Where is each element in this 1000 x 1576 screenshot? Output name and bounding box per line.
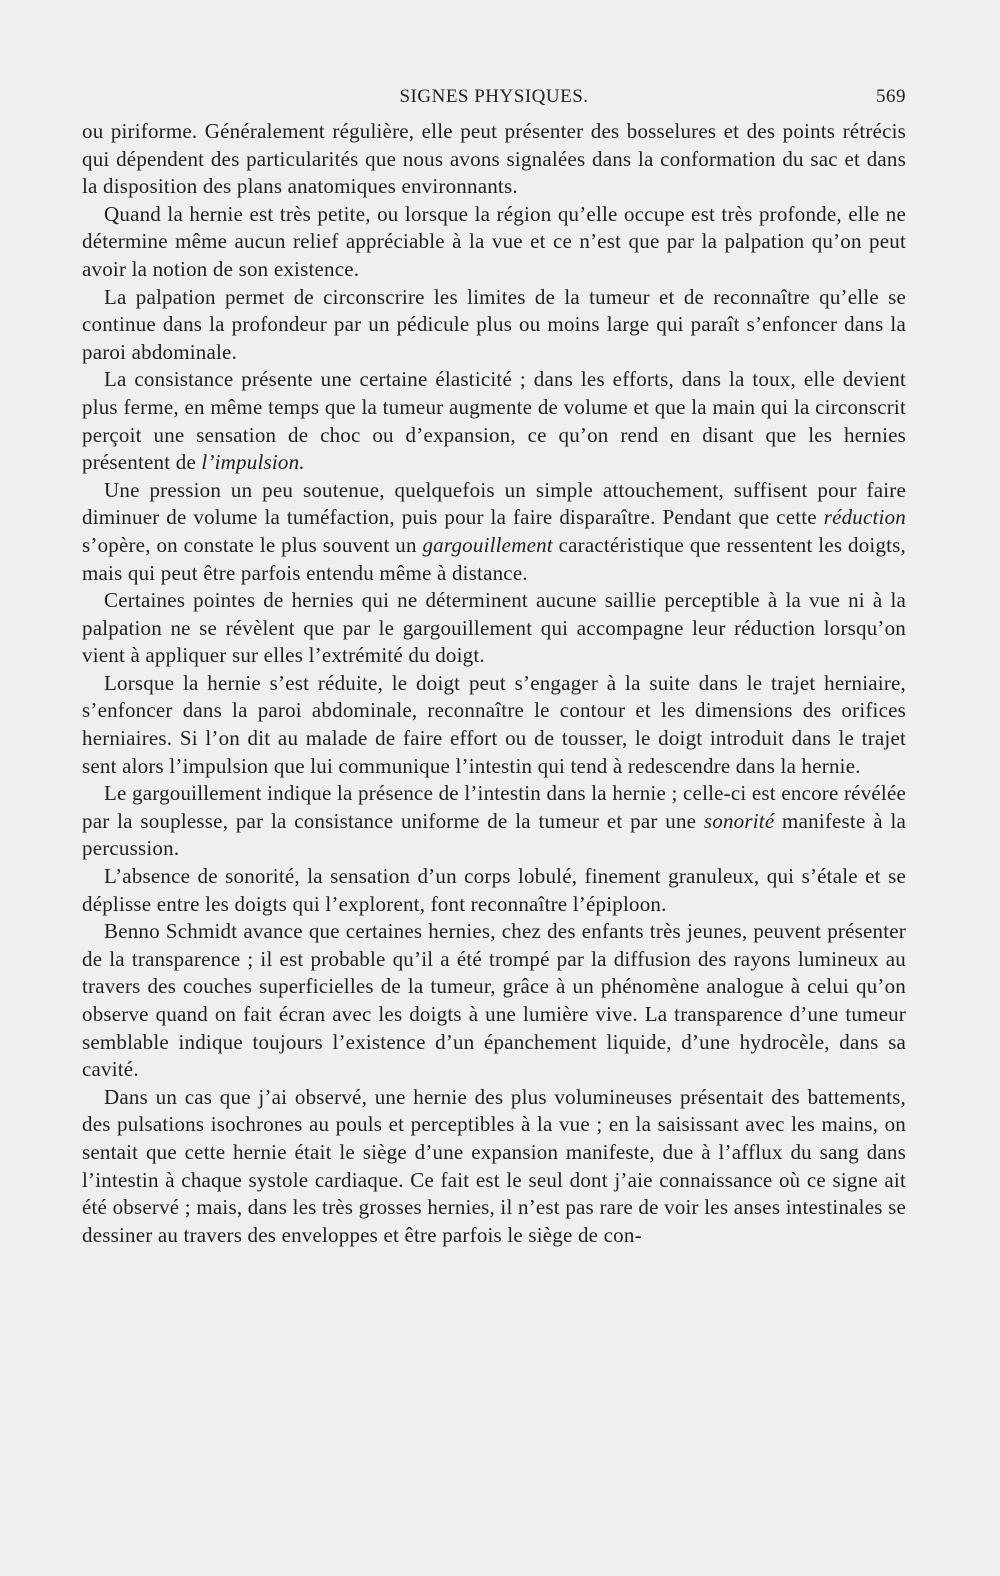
paragraph [82,118,906,201]
page-number: 569 [876,86,906,107]
paragraph [82,918,906,1084]
text-run: Le gargouillement indique la présence de l’intestin dans la hernie ; celle-ci est encore révélée par la souplesse, par la consistance uniforme de la tumeur et par une [82,781,906,833]
text-run: s’opère, on constate le plus souvent un [82,532,423,557]
paragraph [82,780,906,863]
text-run: Benno Schmidt avance que certaines hernies, chez des enfants très jeunes, peuvent présenter de la transparence ; il est probable qu’il a été trompé par la diffusion des rayons lumineux au travers des couches superficielles de la tumeur, grâce à un phénomène analogue à celui qu’on observe quand on fait écran avec les doigts à une lumière vive. La transparence d’une tumeur semblable indique toujours l’existence d’un épanchement liquide, d’une hydrocèle, dans sa cavité. [82,919,906,1082]
text-run: ou piriforme. Généralement régulière, elle peut présenter des bosselures et des points rétrécis qui dépendent des particularités que nous avons signalées dans la conformation du sac et dans la disposition des plans anatomiques environnants. [82,119,906,199]
paragraph [82,1084,906,1250]
text-run: L’absence de sonorité, la sensation d’un corps lobulé, finement granuleux, qui s’étale et se déplisse entre les doigts qui l’explorent, font reconnaître l’épiploon. [82,864,906,916]
italic-term: l’impulsion. [201,450,305,475]
text-run: Lorsque la hernie s’est réduite, le doigt peut s’engager à la suite dans le trajet herniaire, s’enfoncer dans la paroi abdominale, reconnaître le contour et les dimensions des orifices herniaires. Si l’on dit au malade de faire effort ou de tousser, le doigt introduit dans le trajet sent alors l’impulsion que lui communique l’intestin qui tend à redescendre dans la hernie. [82,670,906,778]
italic-term: gargouillement [422,532,553,557]
text-run: Quand la hernie est très petite, ou lorsque la région qu’elle occupe est très profonde, elle ne détermine même aucun relief appréciable à la vue et ce n’est que par la palpation qu’on peut avoir la notion de son existence. [82,201,906,281]
text-run: Une pression un peu soutenue, quelquefois un simple attouchement, suffisent pour faire diminuer de volume la tuméfaction, puis pour la faire disparaître. Pendant que cette [82,477,906,530]
paragraph [82,670,906,780]
text-run: La consistance présente une certaine élasticité ; dans les efforts, dans la toux, elle devient plus ferme, en même temps que la tumeur augmente de volume et que la main qui la circonscrit perçoit une sensation de choc ou d’expansion, ce qu’on rend en disant que les hernies présentent de [82,367,906,475]
text-run: Certaines pointes de hernies qui ne déterminent aucune saillie perceptible à la vue ni à la palpation ne se révèlent que par le gargouillement qui accompagne leur réduction lorsqu’on vient à appliquer sur elles l’extrémité du doigt. [82,588,906,668]
paragraph [82,863,906,918]
text-run: manifeste à la percussion. [82,808,906,861]
italic-term: réduction [823,505,906,530]
text-run: caractéristique que ressentent les doigts, mais qui peut être parfois entendu même à distance. [82,532,907,585]
paragraph [82,366,906,476]
body-text [82,118,906,1249]
text-run: La palpation permet de circonscrire les limites de la tumeur et de reconnaître qu’elle se continue dans la profondeur par un pédicule plus ou moins large qui paraît s’enfoncer dans la paroi abdominale. [82,284,906,364]
paragraph [82,477,906,587]
paragraph [82,587,906,670]
paragraph [82,201,906,284]
italic-term: sonorité [703,808,775,833]
paragraph [82,284,906,367]
running-title: SIGNES PHYSIQUES. [399,86,589,107]
text-run: Dans un cas que j’ai observé, une hernie des plus volumineuses présentait des battements, des pulsations isochrones au pouls et perceptibles à la vue ; en la saisissant avec les mains, on sentait que cette hernie était le siège d’une expansion manifeste, due à l’afflux du sang dans l’intestin à chaque systole cardiaque. Ce fait est le seul dont j’aie connaissance où ce signe ait été observé ; mais, dans les très grosses hernies, il n’est pas rare de voir les anses intestinales se dessiner au travers des enveloppes et être parfois le siège de con- [82,1084,906,1247]
page-header [82,84,906,114]
